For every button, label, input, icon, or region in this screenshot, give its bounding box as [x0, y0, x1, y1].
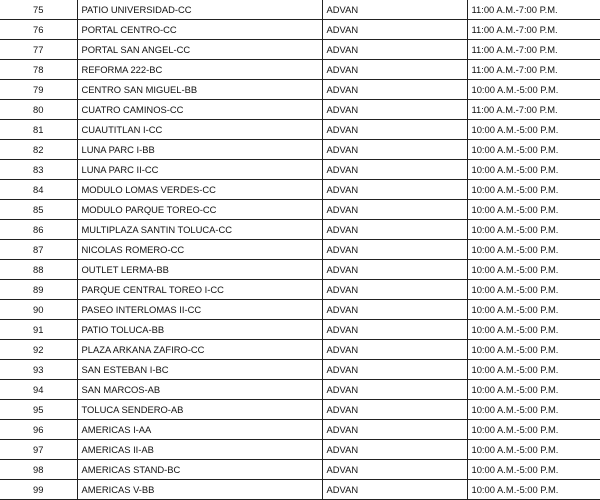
hours-cell: 11:00 A.M.-7:00 P.M. [467, 0, 600, 20]
hours-cell: 10:00 A.M.-5:00 P.M. [467, 340, 600, 360]
row-number-cell: 78 [0, 60, 77, 80]
hours-cell: 10:00 A.M.-5:00 P.M. [467, 160, 600, 180]
company-cell: ADVAN [322, 160, 467, 180]
location-name-cell: MODULO PARQUE TOREO-CC [77, 200, 322, 220]
table-row [0, 320, 600, 340]
location-name-cell: LUNA PARC II-CC [77, 160, 322, 180]
hours-cell: 10:00 A.M.-5:00 P.M. [467, 140, 600, 160]
company-cell: ADVAN [322, 20, 467, 40]
table-row [0, 300, 600, 320]
hours-cell: 11:00 A.M.-7:00 P.M. [467, 60, 600, 80]
table-row [0, 440, 600, 460]
location-name-cell: SAN ESTEBAN I-BC [77, 360, 322, 380]
location-name-cell: PORTAL CENTRO-CC [77, 20, 322, 40]
company-cell: ADVAN [322, 180, 467, 200]
hours-cell: 10:00 A.M.-5:00 P.M. [467, 240, 600, 260]
row-number-cell: 86 [0, 220, 77, 240]
table-row [0, 420, 600, 440]
company-cell: ADVAN [322, 480, 467, 500]
row-number-cell: 88 [0, 260, 77, 280]
location-name-cell: CENTRO SAN MIGUEL-BB [77, 80, 322, 100]
location-name-cell: LUNA PARC I-BB [77, 140, 322, 160]
hours-cell: 10:00 A.M.-5:00 P.M. [467, 400, 600, 420]
row-number-cell: 94 [0, 380, 77, 400]
table-row [0, 240, 600, 260]
hours-cell: 10:00 A.M.-5:00 P.M. [467, 320, 600, 340]
row-number-cell: 76 [0, 20, 77, 40]
table-row [0, 460, 600, 480]
company-cell: ADVAN [322, 360, 467, 380]
row-number-cell: 82 [0, 140, 77, 160]
hours-cell: 10:00 A.M.-5:00 P.M. [467, 260, 600, 280]
table-row [0, 60, 600, 80]
company-cell: ADVAN [322, 120, 467, 140]
table-row [0, 400, 600, 420]
hours-cell: 11:00 A.M.-7:00 P.M. [467, 20, 600, 40]
table-row [0, 180, 600, 200]
hours-cell: 10:00 A.M.-5:00 P.M. [467, 420, 600, 440]
company-cell: ADVAN [322, 100, 467, 120]
company-cell: ADVAN [322, 300, 467, 320]
row-number-cell: 99 [0, 480, 77, 500]
row-number-cell: 81 [0, 120, 77, 140]
hours-cell: 11:00 A.M.-7:00 P.M. [467, 40, 600, 60]
hours-cell: 10:00 A.M.-5:00 P.M. [467, 460, 600, 480]
table-row [0, 160, 600, 180]
row-number-cell: 97 [0, 440, 77, 460]
table-row [0, 360, 600, 380]
hours-cell: 10:00 A.M.-5:00 P.M. [467, 280, 600, 300]
location-name-cell: AMERICAS I-AA [77, 420, 322, 440]
hours-cell: 10:00 A.M.-5:00 P.M. [467, 180, 600, 200]
row-number-cell: 77 [0, 40, 77, 60]
hours-cell: 10:00 A.M.-5:00 P.M. [467, 360, 600, 380]
row-number-cell: 96 [0, 420, 77, 440]
company-cell: ADVAN [322, 80, 467, 100]
table-row [0, 260, 600, 280]
company-cell: ADVAN [322, 320, 467, 340]
company-cell: ADVAN [322, 40, 467, 60]
company-cell: ADVAN [322, 240, 467, 260]
table-row [0, 20, 600, 40]
company-cell: ADVAN [322, 400, 467, 420]
company-cell: ADVAN [322, 340, 467, 360]
location-name-cell: PATIO UNIVERSIDAD-CC [77, 0, 322, 20]
row-number-cell: 95 [0, 400, 77, 420]
row-number-cell: 93 [0, 360, 77, 380]
table-row [0, 380, 600, 400]
row-number-cell: 79 [0, 80, 77, 100]
location-name-cell: REFORMA 222-BC [77, 60, 322, 80]
row-number-cell: 84 [0, 180, 77, 200]
company-cell: ADVAN [322, 380, 467, 400]
company-cell: ADVAN [322, 60, 467, 80]
location-name-cell: OUTLET LERMA-BB [77, 260, 322, 280]
row-number-cell: 91 [0, 320, 77, 340]
hours-cell: 10:00 A.M.-5:00 P.M. [467, 80, 600, 100]
company-cell: ADVAN [322, 460, 467, 480]
row-number-cell: 80 [0, 100, 77, 120]
hours-cell: 10:00 A.M.-5:00 P.M. [467, 380, 600, 400]
row-number-cell: 87 [0, 240, 77, 260]
hours-cell: 10:00 A.M.-5:00 P.M. [467, 220, 600, 240]
table-row [0, 0, 600, 20]
hours-cell: 10:00 A.M.-5:00 P.M. [467, 440, 600, 460]
company-cell: ADVAN [322, 200, 467, 220]
location-name-cell: PORTAL SAN ANGEL-CC [77, 40, 322, 60]
table-row [0, 140, 600, 160]
table-row [0, 80, 600, 100]
location-name-cell: AMERICAS II-AB [77, 440, 322, 460]
location-name-cell: TOLUCA SENDERO-AB [77, 400, 322, 420]
table-row [0, 40, 600, 60]
hours-cell: 10:00 A.M.-5:00 P.M. [467, 480, 600, 500]
hours-cell: 10:00 A.M.-5:00 P.M. [467, 200, 600, 220]
company-cell: ADVAN [322, 260, 467, 280]
table-row [0, 280, 600, 300]
location-name-cell: CUAUTITLAN I-CC [77, 120, 322, 140]
row-number-cell: 89 [0, 280, 77, 300]
company-cell: ADVAN [322, 440, 467, 460]
table-row [0, 120, 600, 140]
location-name-cell: PARQUE CENTRAL TOREO I-CC [77, 280, 322, 300]
company-cell: ADVAN [322, 220, 467, 240]
location-name-cell: NICOLAS ROMERO-CC [77, 240, 322, 260]
hours-cell: 10:00 A.M.-5:00 P.M. [467, 300, 600, 320]
hours-cell: 11:00 A.M.-7:00 P.M. [467, 100, 600, 120]
location-name-cell: CUATRO CAMINOS-CC [77, 100, 322, 120]
company-cell: ADVAN [322, 0, 467, 20]
row-number-cell: 83 [0, 160, 77, 180]
row-number-cell: 75 [0, 0, 77, 20]
location-name-cell: MODULO LOMAS VERDES-CC [77, 180, 322, 200]
location-name-cell: AMERICAS STAND-BC [77, 460, 322, 480]
table-row [0, 200, 600, 220]
table-row [0, 220, 600, 240]
location-name-cell: PASEO INTERLOMAS II-CC [77, 300, 322, 320]
location-name-cell: SAN MARCOS-AB [77, 380, 322, 400]
table-row [0, 100, 600, 120]
location-name-cell: PATIO TOLUCA-BB [77, 320, 322, 340]
company-cell: ADVAN [322, 280, 467, 300]
location-name-cell: AMERICAS V-BB [77, 480, 322, 500]
row-number-cell: 85 [0, 200, 77, 220]
location-name-cell: PLAZA ARKANA ZAFIRO-CC [77, 340, 322, 360]
row-number-cell: 92 [0, 340, 77, 360]
row-number-cell: 98 [0, 460, 77, 480]
table-row [0, 480, 600, 500]
table-row [0, 340, 600, 360]
company-cell: ADVAN [322, 140, 467, 160]
location-name-cell: MULTIPLAZA SANTIN TOLUCA-CC [77, 220, 322, 240]
hours-cell: 10:00 A.M.-5:00 P.M. [467, 120, 600, 140]
company-cell: ADVAN [322, 420, 467, 440]
row-number-cell: 90 [0, 300, 77, 320]
